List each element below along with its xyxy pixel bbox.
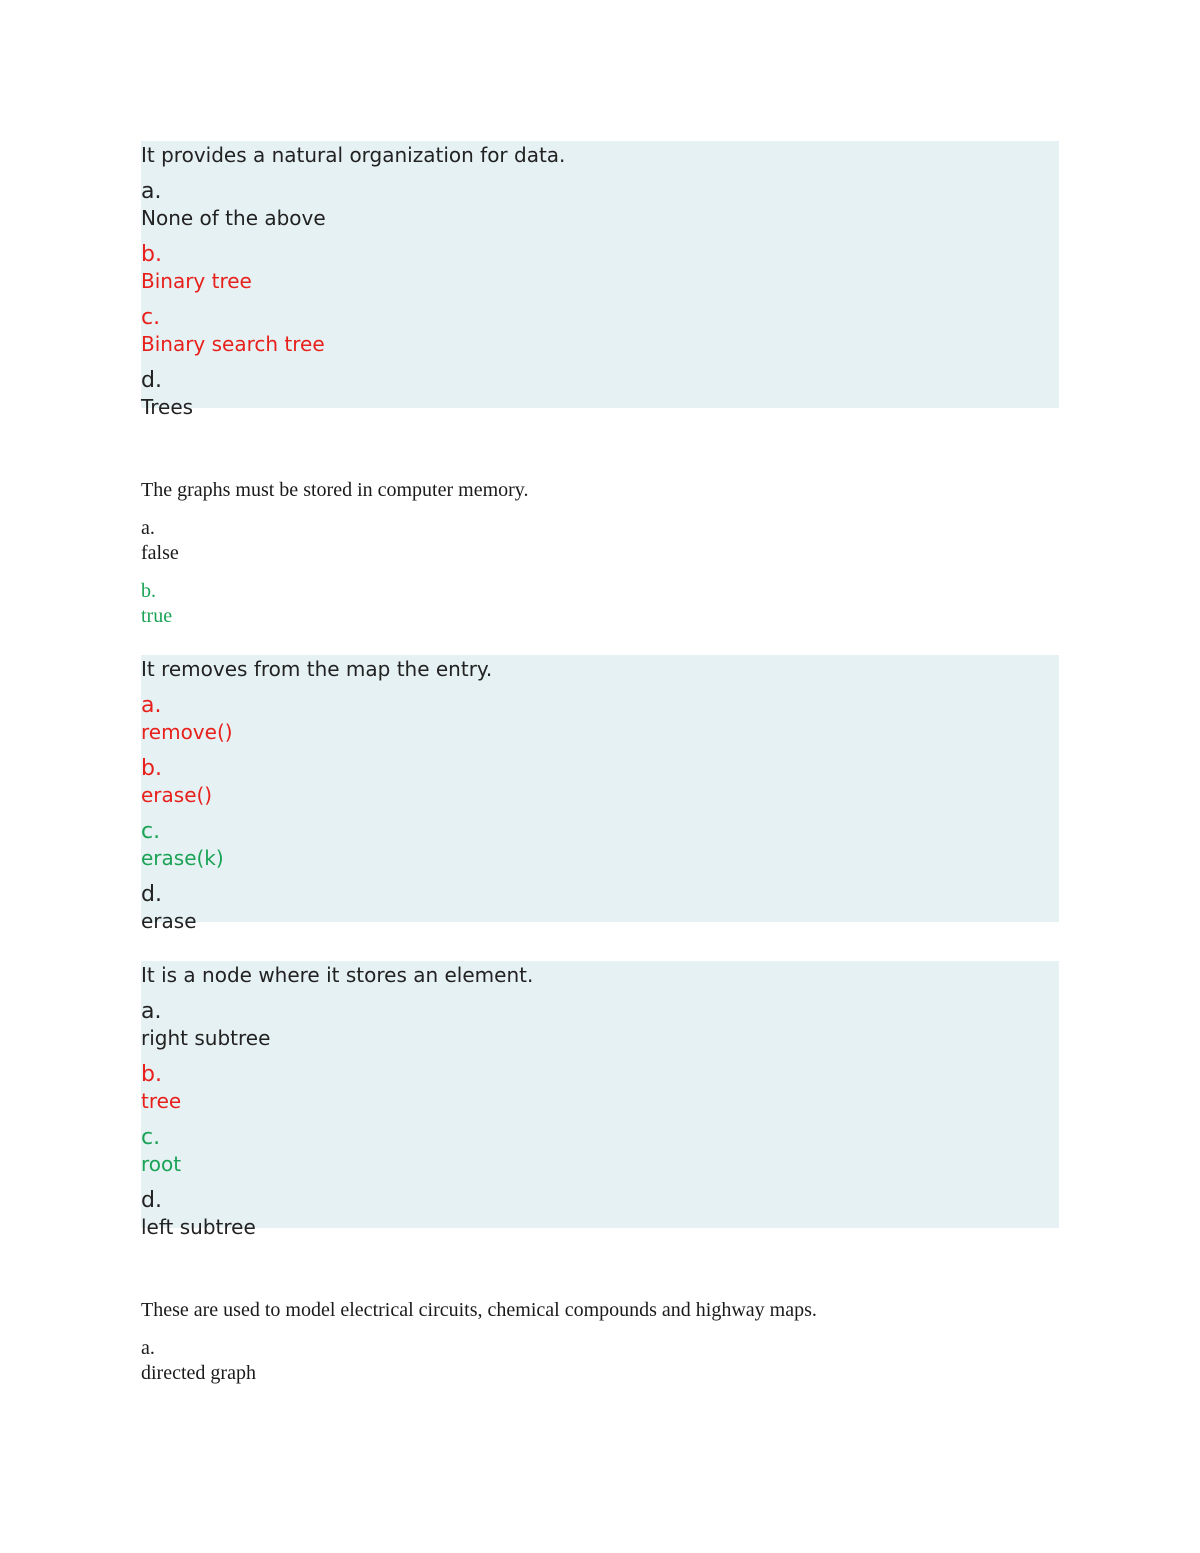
question-block	[141, 1298, 1059, 1386]
answer-option[interactable]	[141, 179, 1059, 231]
option-text: Binary search tree	[141, 332, 325, 356]
answer-option[interactable]	[141, 882, 1059, 934]
answer-option[interactable]	[141, 756, 1059, 808]
question-prompt: The graphs must be stored in computer memory.	[141, 479, 529, 501]
option-text: right subtree	[141, 1026, 271, 1050]
option-letter: a.	[141, 999, 162, 1024]
answer-option[interactable]	[141, 516, 1059, 566]
option-text: tree	[141, 1089, 182, 1113]
option-text: erase	[141, 909, 197, 933]
option-text: erase()	[141, 783, 213, 807]
answer-option[interactable]	[141, 819, 1059, 871]
question-prompt: It is a node where it stores an element.	[141, 963, 534, 987]
option-letter: c.	[141, 1125, 161, 1150]
option-text: Binary tree	[141, 269, 252, 293]
answer-option[interactable]	[141, 242, 1059, 294]
question-block	[141, 141, 1059, 419]
option-letter: b.	[141, 242, 162, 267]
option-letter: a.	[141, 693, 162, 718]
answer-option[interactable]	[141, 999, 1059, 1051]
option-text: Trees	[141, 395, 194, 419]
option-text: root	[141, 1152, 182, 1176]
option-text: remove()	[141, 720, 233, 744]
answer-option[interactable]	[141, 368, 1059, 420]
answer-option[interactable]	[141, 693, 1059, 745]
option-text: directed graph	[141, 1362, 256, 1384]
option-text: erase(k)	[141, 846, 224, 870]
option-text: left subtree	[141, 1215, 256, 1239]
question-prompt: These are used to model electrical circuits, chemical compounds and highway maps.	[141, 1299, 817, 1321]
option-letter: b.	[141, 756, 162, 781]
option-letter: a.	[141, 517, 155, 539]
option-letter: c.	[141, 305, 161, 330]
answer-option[interactable]	[141, 305, 1059, 357]
option-text: None of the above	[141, 206, 326, 230]
question-block	[141, 961, 1059, 1239]
answer-option[interactable]	[141, 1125, 1059, 1177]
option-letter: c.	[141, 819, 161, 844]
option-text: true	[141, 605, 173, 627]
answer-option[interactable]	[141, 1062, 1059, 1114]
option-letter: b.	[141, 1062, 162, 1087]
answer-option[interactable]	[141, 1336, 1059, 1386]
option-letter: b.	[141, 580, 156, 602]
question-prompt: It removes from the map the entry.	[141, 657, 493, 681]
option-letter: a.	[141, 1337, 155, 1359]
option-letter: a.	[141, 179, 162, 204]
option-text: false	[141, 542, 179, 564]
question-prompt: It provides a natural organization for data.	[141, 143, 566, 167]
answer-option[interactable]	[141, 579, 1059, 629]
question-block	[141, 655, 1059, 933]
question-block	[141, 478, 1059, 629]
option-letter: d.	[141, 882, 162, 907]
option-letter: d.	[141, 1188, 162, 1213]
option-letter: d.	[141, 368, 162, 393]
answer-option[interactable]	[141, 1188, 1059, 1240]
